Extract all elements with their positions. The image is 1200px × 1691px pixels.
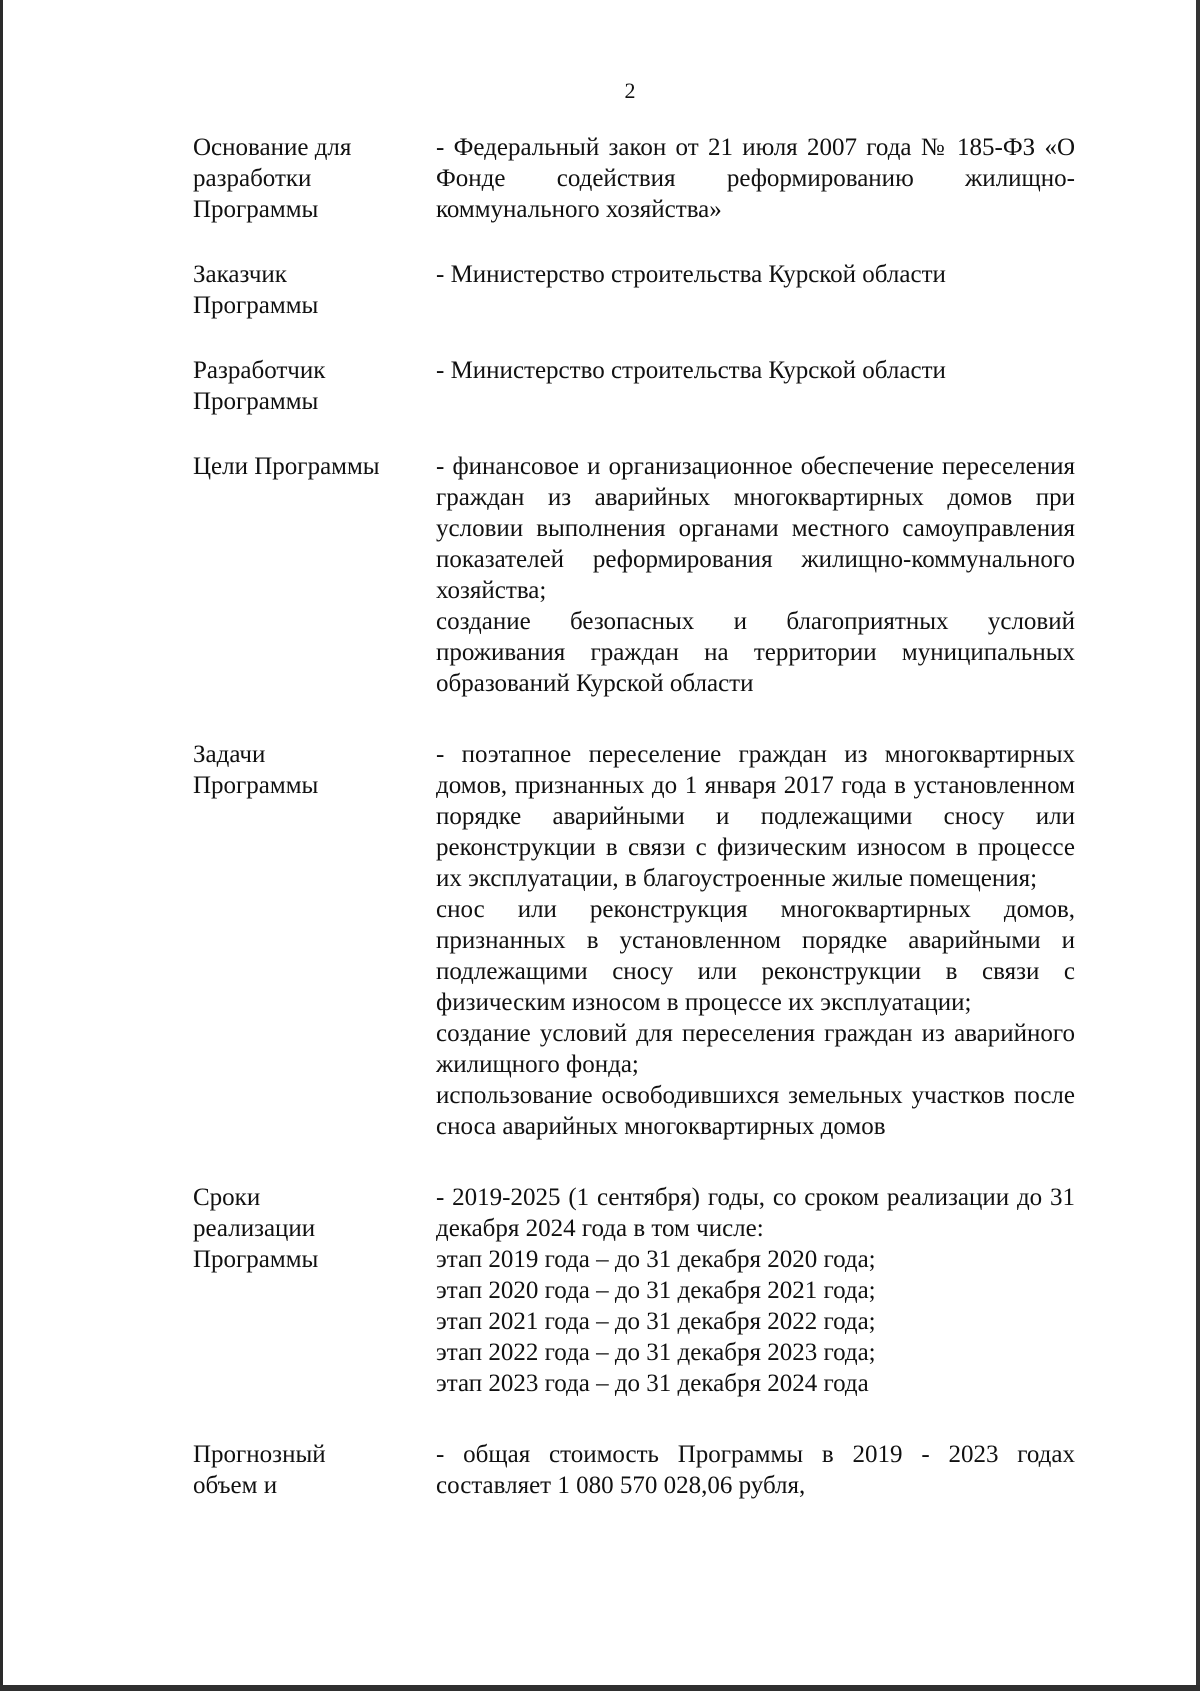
passport-row-funding [193,1439,1075,1501]
passport-row-timeline [193,1182,1075,1399]
passport-row-basis [193,132,1075,225]
content-paragraph: - 2019-2025 (1 сентября) годы, со сроком реализации до 31 декабря 2024 года в том числе: [436,1184,1075,1242]
content-paragraph: снос или реконструкция многоквартирных домов, признанных в установленном порядке аварийными и подлежащими сносу или реконструкции в связи с физическим износом в процессе их эксплуатации; [436,896,1075,1016]
row-label-goals [193,451,436,482]
label-line: Заказчик [193,261,287,288]
page-number: 2 [624,78,636,103]
scan-border-left [0,0,3,1691]
content-paragraph: - Министерство строительства Курской области [436,261,946,288]
label-line: реализации [193,1215,316,1242]
label-line: Программы [193,772,319,799]
row-content-funding [436,1439,1075,1501]
label-line: Основание для [193,134,352,161]
stage-line: этап 2019 года – до 31 декабря 2020 года; [436,1246,876,1273]
row-content-goals [436,451,1075,699]
passport-row-customer [193,259,1075,321]
row-label-developer [193,355,436,417]
row-label-funding [193,1439,436,1501]
label-line: Цели Программы [193,453,380,480]
program-passport [193,132,1075,1501]
scan-border-bottom [0,1685,1200,1691]
passport-row-goals [193,451,1075,699]
label-line: Программы [193,292,319,319]
scan-border-right [1196,0,1200,1691]
stage-line: этап 2021 года – до 31 декабря 2022 года; [436,1308,876,1335]
content-paragraph: - Министерство строительства Курской области [436,357,946,384]
content-paragraph: - финансовое и организационное обеспечение переселения граждан из аварийных многоквартирных домов при условии выполнения органами местного самоуправления показателей реформирования жилищно-коммунального хозяйства; [436,453,1075,604]
row-label-customer [193,259,436,321]
row-content-developer [436,355,1075,386]
content-paragraph: - поэтапное переселение граждан из многоквартирных домов, признанных до 1 января 2017 года в установленном порядке аварийными и подлежащими сносу или реконструкции в связи с физическим износом в процессе их эксплуатации, в благоустроенные жилые помещения; [436,741,1075,892]
content-paragraph: - Федеральный закон от 21 июля 2007 года № 185-ФЗ «О Фонде содействия реформированию жилищно-коммунального хозяйства» [436,134,1075,223]
stage-line: этап 2023 года – до 31 декабря 2024 года [436,1370,869,1397]
label-line: объем и [193,1472,278,1499]
row-content-tasks [436,739,1075,1142]
content-paragraph: - общая стоимость Программы в 2019 - 2023 годах составляет 1 080 570 028,06 рубля, [436,1441,1075,1499]
content-paragraph: создание условий для переселения граждан из аварийного жилищного фонда; [436,1020,1075,1078]
row-label-tasks [193,739,436,801]
row-label-basis [193,132,436,225]
stage-line: этап 2020 года – до 31 декабря 2021 года; [436,1277,876,1304]
label-line: Прогнозный [193,1441,326,1468]
label-line: Программы [193,1246,319,1273]
label-line: Программы [193,196,319,223]
label-line: Разработчик [193,357,326,384]
label-line: Программы [193,388,319,415]
passport-row-developer [193,355,1075,417]
label-line: разработки [193,165,312,192]
content-paragraph: использование освободившихся земельных участков после сноса аварийных многоквартирных домов [436,1082,1075,1140]
content-paragraph: создание безопасных и благоприятных условий проживания граждан на территории муниципальных образований Курской области [436,608,1075,697]
row-content-timeline [436,1182,1075,1399]
passport-row-tasks [193,739,1075,1142]
label-line: Сроки [193,1184,261,1211]
row-content-customer [436,259,1075,290]
stage-line: этап 2022 года – до 31 декабря 2023 года; [436,1339,876,1366]
row-label-timeline [193,1182,436,1275]
row-content-basis [436,132,1075,225]
label-line: Задачи [193,741,266,768]
